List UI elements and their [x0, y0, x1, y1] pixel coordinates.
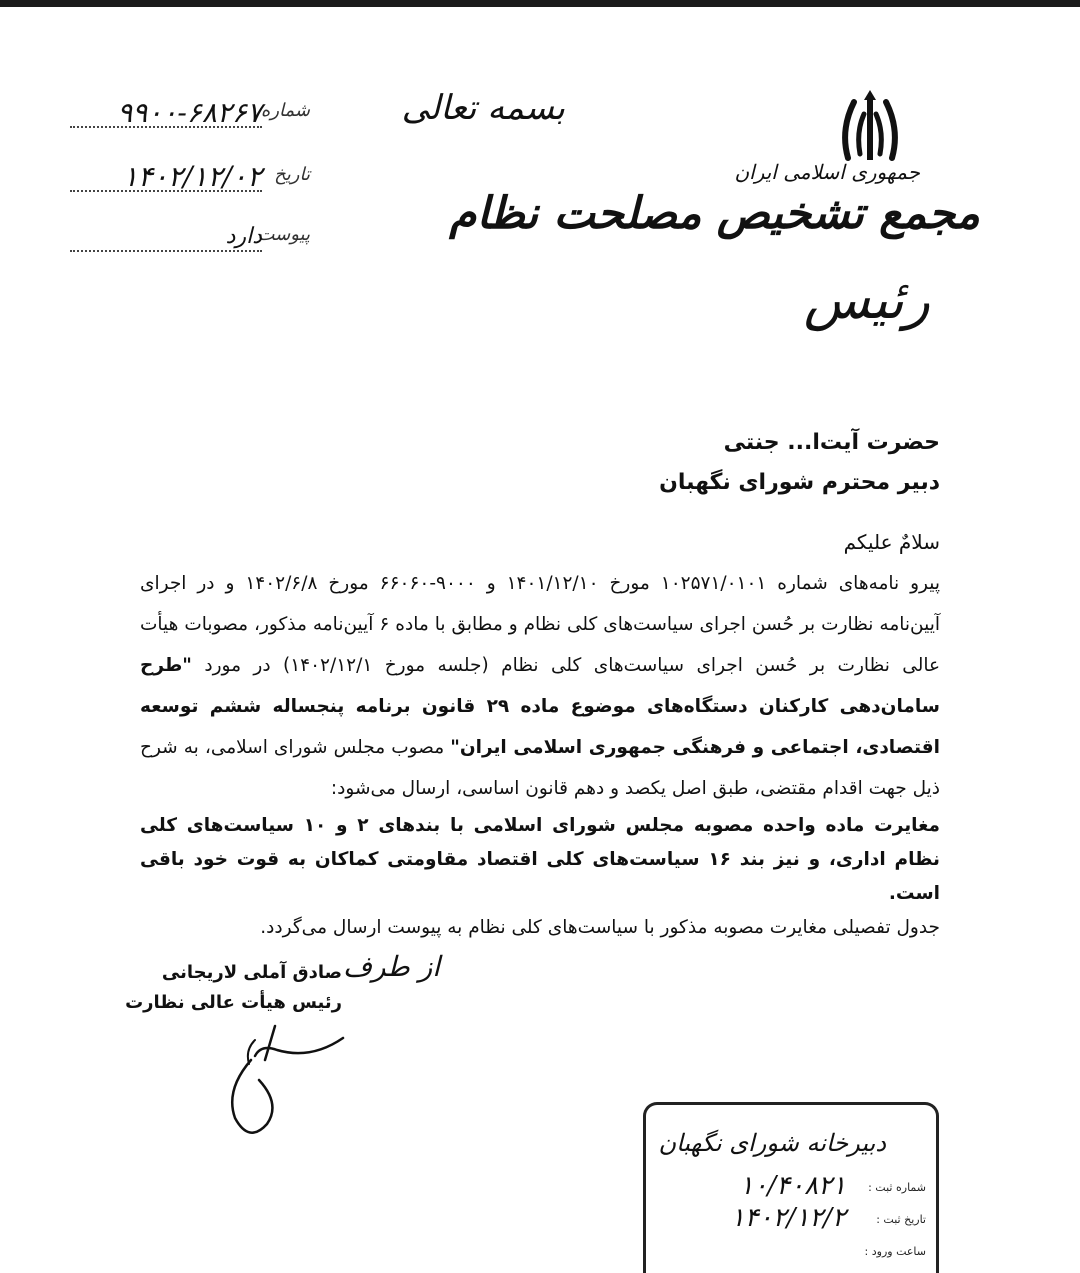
letter-number-value: ۹۹۰۰-۶۸۲۶۷ — [117, 96, 262, 129]
registration-stamp — [643, 1102, 939, 1273]
greeting: سلامٌ علیکم — [843, 530, 940, 554]
stamp-reg-number-value: ۱۰/۴۰۸۲۱ — [739, 1171, 846, 1201]
letter-number-field — [70, 96, 310, 132]
stamp-reg-number-label: شماره ثبت : — [868, 1181, 926, 1194]
dotted-line — [70, 250, 262, 252]
bill-title: "طرح سامان‌دهی کارکنان دستگاه‌های موضوع ماده ۲۹ قانون برنامه پنجساله ششم توسعه اقتصادی، اجتماعی و فرهنگی جمهوری اسلامی ایران" — [140, 655, 940, 758]
signer-title: رئیس هیأت عالی نظارت — [125, 992, 342, 1013]
signature-prefix: از طرف — [343, 950, 440, 983]
top-scan-border — [0, 0, 1080, 7]
letter-attachment-field — [70, 220, 310, 256]
stamp-entry-time-label: ساعت ورود : — [864, 1245, 926, 1258]
letter-date-field — [70, 160, 310, 196]
letter-attachment-label: پیوست — [257, 224, 310, 245]
stamp-title: دبیرخانه شورای نگهبان — [658, 1129, 886, 1157]
signer-name: صادق آملی لاریجانی — [161, 962, 342, 983]
body-text: مصوب مجلس شورای اسلامی، به شرح ذیل جهت اقدام مقتضی، طبق اصل یکصد و دهم قانون اساسی، ارسال می‌شود: — [140, 737, 940, 799]
stamp-reg-number-row — [656, 1171, 926, 1205]
republic-label: جمهوری اسلامی ایران — [734, 160, 920, 184]
stamp-reg-date-value: ۱۴۰۲/۱۲/۲ — [730, 1203, 846, 1233]
office-title: رئیس — [803, 268, 930, 331]
letter-date-label: تاریخ — [274, 164, 310, 185]
letter-body — [140, 563, 940, 945]
handwritten-signature — [215, 1020, 355, 1150]
body-paragraph-1 — [140, 563, 940, 809]
recipient-name: حضرت آیت‌ا... جنتی — [723, 430, 940, 455]
recipient-title: دبیر محترم شورای نگهبان — [659, 470, 940, 495]
letter-number-label: شماره — [260, 100, 310, 121]
body-paragraph-2: مغایرت ماده واحده مصوبه مجلس شورای اسلامی با بندهای ۲ و ۱۰ سیاست‌های کلی نظام اداری، و نیز بند ۱۶ سیاست‌های کلی اقتصاد مقاومتی کماکان به قوت خود باقی است. — [140, 815, 940, 904]
stamp-reg-date-label: تاریخ ثبت : — [876, 1213, 926, 1226]
iran-emblem-icon — [830, 88, 910, 168]
body-text: پیرو نامه‌های شماره ۱۰۲۵۷۱/۰۱۰۱ مورخ ۱۴۰۱/۱۲/۱۰ و ۹۰۰۰-۶۶۰۶۰ مورخ ۱۴۰۲/۶/۸ و در اجرای آیین‌نامه نظارت بر حُسن اجرای سیاست‌های کلی نظام و مطابق با ماده ۶ آیین‌نامه مذکور، مصوبات هیأت عالی نظارت بر حُسن اجرای سیاست‌های کلی نظام (جلسه مورخ ۱۴۰۲/۱۲/۱) در مورد — [140, 573, 941, 676]
stamp-entry-time-row — [656, 1235, 926, 1269]
letter-date-value: ۱۴۰۲/۱۲/۰۲ — [122, 160, 262, 193]
body-paragraph-3: جدول تفصیلی مغایرت مصوبه مذکور با سیاست‌های کلی نظام به پیوست ارسال می‌گردد. — [260, 917, 940, 938]
council-name: مجمع تشخیص مصلحت نظام — [449, 188, 980, 239]
basmala: بسمه تعالی — [401, 88, 565, 128]
stamp-reg-date-row — [656, 1203, 926, 1237]
letter-attachment-value: دارد — [225, 224, 262, 249]
